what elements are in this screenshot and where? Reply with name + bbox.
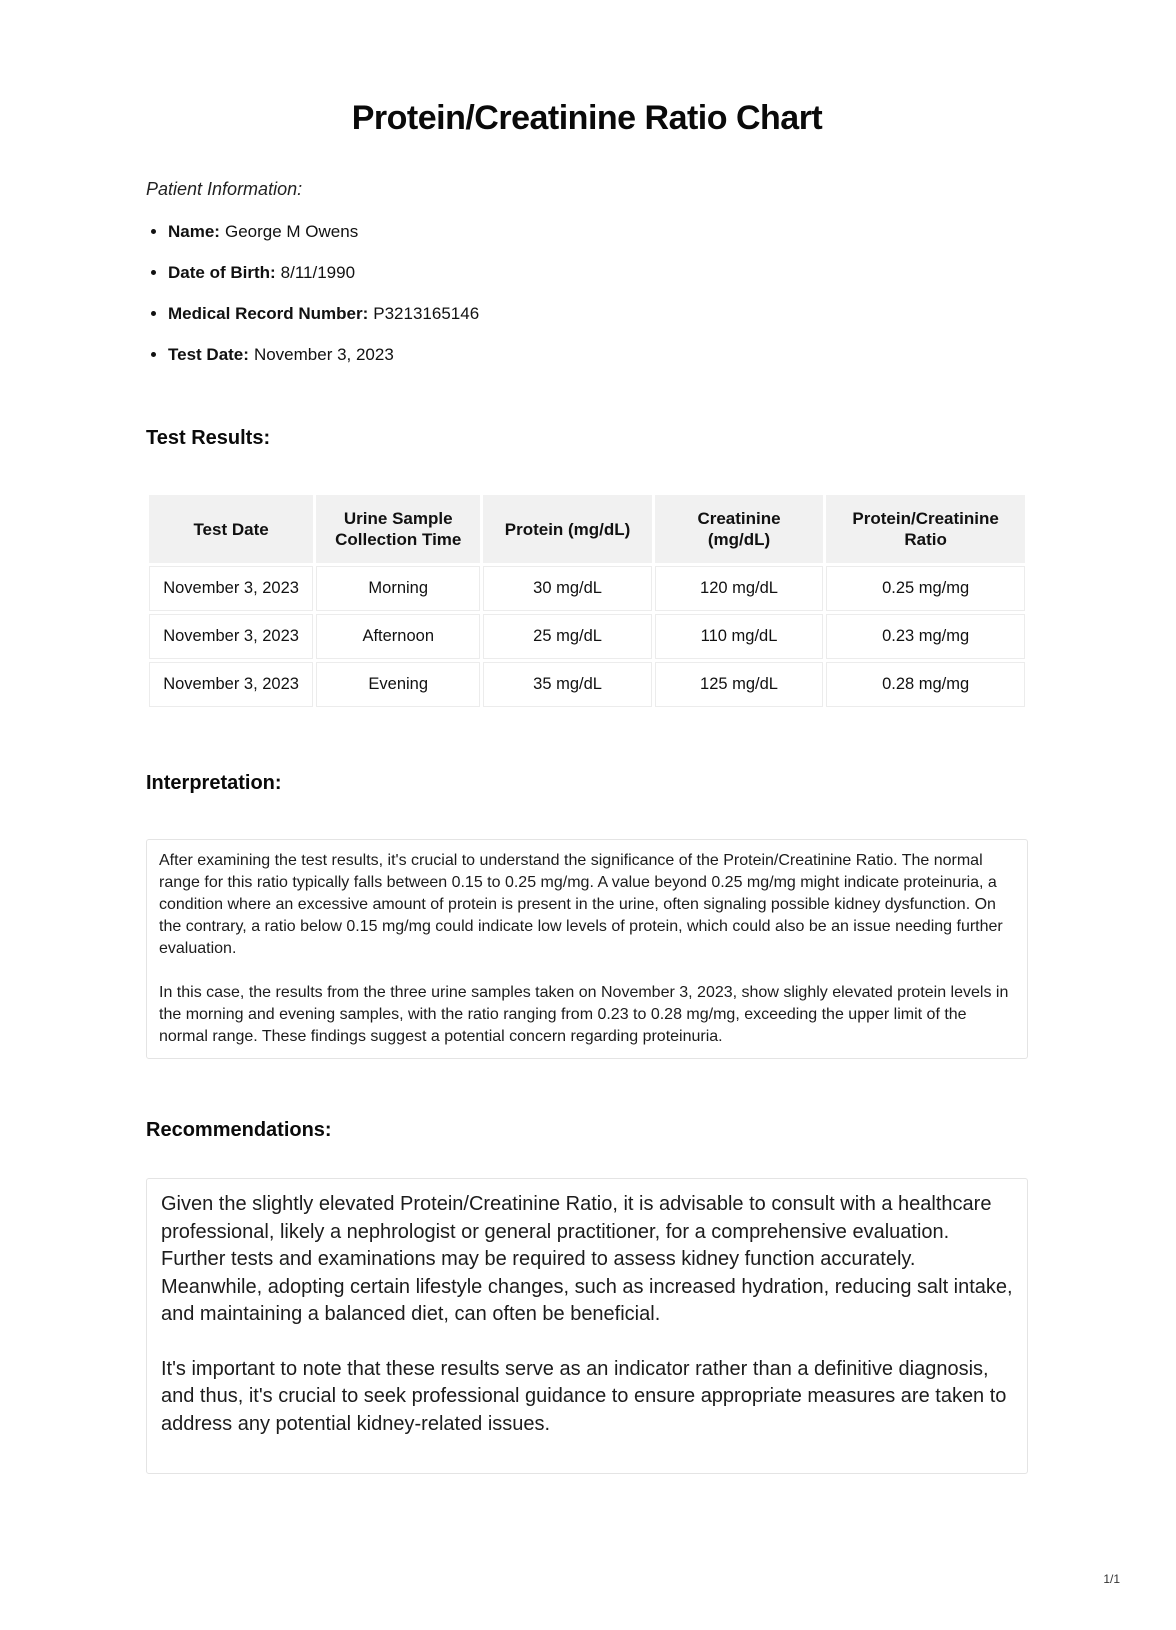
page-number: 1/1	[1103, 1572, 1120, 1586]
item-value: November 3, 2023	[253, 345, 394, 364]
table-row	[149, 662, 1025, 707]
interpretation-heading: Interpretation:	[146, 772, 282, 794]
results-table	[146, 492, 1028, 710]
recommendations-heading: Recommendations:	[146, 1119, 332, 1141]
table-cell: 125 mg/dL	[655, 662, 823, 707]
table-header-cell: Creatinine (mg/dL)	[655, 495, 823, 563]
table-header-cell: Protein/Creatinine Ratio	[826, 495, 1025, 563]
patient-info-item-dob	[168, 263, 1028, 283]
interpretation-paragraph: In this case, the results from the three urine samples taken on November 3, 2023, show slighly elevated protein levels in the morning and evening samples, with the ratio ranging from 0.23 to 0.28 mg/mg, exceeding the upper limit of the normal range. These findings suggest a potential concern regarding proteinuria.	[159, 984, 1009, 1045]
table-cell: November 3, 2023	[149, 614, 313, 659]
recommendations-paragraph: It's important to note that these results serve as an indicator rather than a definitive diagnosis, and thus, it's crucial to seek professional guidance to ensure appropriate measures are taken to address any potential kidney-related issues.	[161, 1357, 1007, 1435]
page-title: Protein/Creatinine Ratio Chart	[351, 99, 823, 137]
patient-info-item-mrn	[168, 304, 1028, 324]
table-row	[149, 566, 1025, 611]
item-label: Name:	[168, 222, 220, 241]
document-content	[146, 98, 1028, 1474]
item-label: Medical Record Number:	[168, 304, 369, 323]
table-cell: 30 mg/dL	[483, 566, 651, 611]
recommendations-box	[146, 1178, 1028, 1474]
patient-info-item-name	[168, 222, 1028, 242]
table-cell: 110 mg/dL	[655, 614, 823, 659]
table-cell: November 3, 2023	[149, 566, 313, 611]
table-cell: 35 mg/dL	[483, 662, 651, 707]
table-cell: Afternoon	[316, 614, 480, 659]
table-cell: Evening	[316, 662, 480, 707]
table-cell: November 3, 2023	[149, 662, 313, 707]
interpretation-box	[146, 839, 1028, 1059]
table-cell: 25 mg/dL	[483, 614, 651, 659]
interpretation-paragraph: After examining the test results, it's crucial to understand the significance of the Protein/Creatinine Ratio. The normal range for this ratio typically falls between 0.15 to 0.25 mg/mg. A value beyond 0.25 mg/mg might indicate proteinuria, a condition where an excessive amount of protein is present in the urine, often signaling possible kidney dysfunction. On the contrary, a ratio below 0.15 mg/mg could indicate low levels of protein, which could also be an issue needing further evaluation.	[159, 852, 1003, 957]
table-cell: 0.28 mg/mg	[826, 662, 1025, 707]
table-row	[149, 614, 1025, 659]
test-results-heading: Test Results:	[146, 427, 271, 449]
table-cell: Morning	[316, 566, 480, 611]
table-header-cell: Protein (mg/dL)	[483, 495, 651, 563]
patient-info-heading: Patient Information:	[146, 179, 303, 199]
item-value: George M Owens	[224, 222, 359, 241]
table-cell: 0.25 mg/mg	[826, 566, 1025, 611]
table-cell: 0.23 mg/mg	[826, 614, 1025, 659]
item-value: P3213165146	[373, 304, 480, 323]
recommendations-paragraph: Given the slightly elevated Protein/Creatinine Ratio, it is advisable to consult with a healthcare professional, likely a nephrologist or general practitioner, for a comprehensive evaluation. Further tests and examinations may be required to assess kidney function accurately. Meanwhile, adopting certain lifestyle changes, such as increased hydration, reducing salt intake, and maintaining a balanced diet, can often be beneficial.	[161, 1193, 1013, 1325]
table-cell: 120 mg/dL	[655, 566, 823, 611]
item-label: Date of Birth:	[168, 263, 276, 282]
patient-info-list	[146, 222, 1028, 365]
table-header-row	[149, 495, 1025, 563]
item-label: Test Date:	[168, 345, 249, 364]
table-header-cell: Urine Sample Collection Time	[316, 495, 480, 563]
item-value: 8/11/1990	[280, 263, 356, 282]
table-header-cell: Test Date	[149, 495, 313, 563]
patient-info-item-test-date	[168, 345, 1028, 365]
